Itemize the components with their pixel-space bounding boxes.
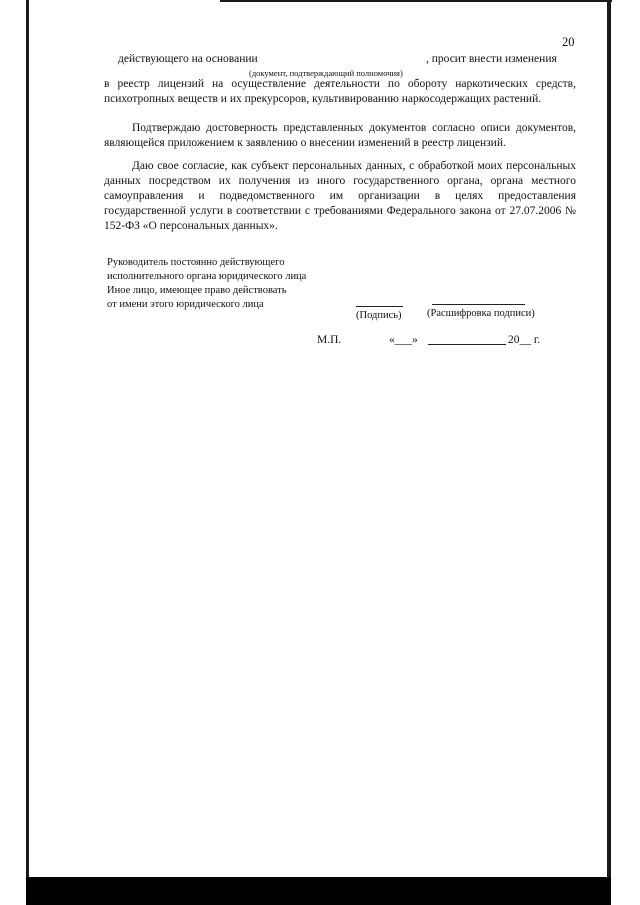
date-year: 20__ г.	[508, 334, 541, 346]
signature-line	[356, 306, 403, 307]
basis-caption: (документ, подтверждающий полномочия)	[249, 68, 403, 78]
scan-left-edge	[26, 0, 29, 905]
scan-right-edge	[607, 0, 611, 905]
signatory-line-2: исполнительного органа юридического лица	[107, 271, 307, 282]
signature-caption: (Подпись)	[356, 310, 402, 321]
signatory-line-1: Руководитель постоянно действующего	[107, 257, 285, 268]
signatory-line-3: Иное лицо, имеющее право действовать	[107, 285, 287, 296]
decoding-caption: (Расшифровка подписи)	[427, 308, 535, 319]
stamp-mp: М.П.	[317, 334, 342, 346]
consent-paragraph: Даю свое согласие, как субъект персональных данных, с обработкой моих персональных данных посредством их получения из иного государственного органа, органа местного самоуправления и подведомственного им организации в целях предоставления государственной услуги в соответствии с требованиями Федерального закона от 27.07.2006 № 152-ФЗ «О персональных данных».	[104, 160, 576, 232]
signatory-line-4: от имени этого юридического лица	[107, 299, 264, 310]
date-month-line	[428, 344, 506, 345]
page-number: 20	[562, 35, 575, 49]
scan-top-edge	[220, 0, 612, 2]
basis-suffix: , просит внести изменения	[426, 53, 557, 65]
registry-paragraph: в реестр лицензий на осуществление деятельности по обороту наркотических средств, психотропных веществ и их прекурсоров, культивированию наркосодержащих растений.	[104, 78, 576, 105]
confirm-paragraph: Подтверждаю достоверность представленных документов согласно описи документов, являющейся приложением к заявлению о внесении изменений в реестр лицензий.	[104, 122, 576, 149]
scan-bottom-band	[26, 877, 611, 905]
date-day: «___»	[389, 334, 418, 346]
basis-label: действующего на основании	[118, 53, 258, 65]
decoding-line	[432, 304, 525, 305]
